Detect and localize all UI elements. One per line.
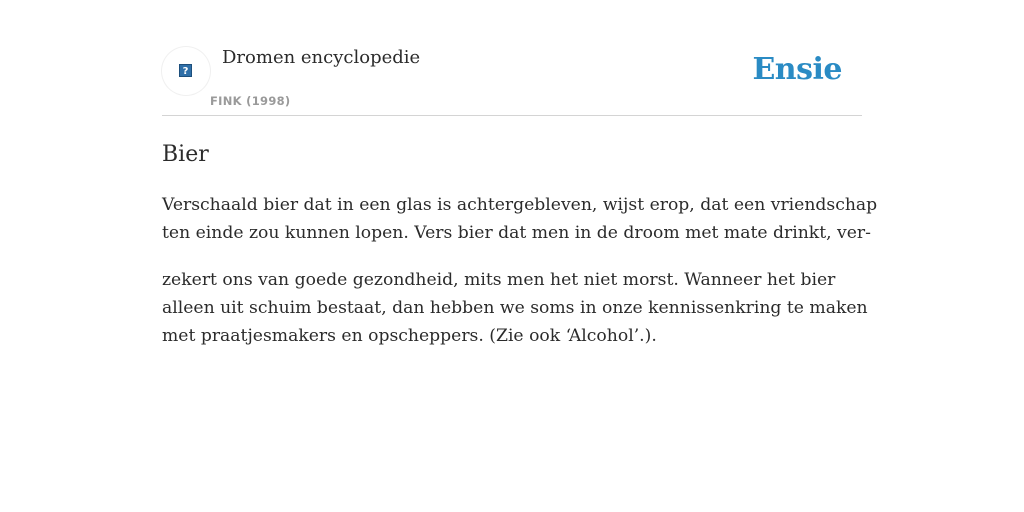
- entry-card: [162, 40, 878, 350]
- book-cover-icon[interactable]: [162, 47, 210, 95]
- paragraph-line: zekert ons van goede gezondheid, mits men het niet morst. Wanneer het bier: [162, 270, 836, 290]
- paragraph-line: Verschaald bier dat in een glas is achtergebleven, wijst erop, dat een vriendschap: [162, 195, 878, 215]
- question-mark-icon: ?: [179, 64, 192, 77]
- book-author-year: FINK (1998): [210, 94, 291, 108]
- entry-header: [162, 40, 862, 116]
- book-title[interactable]: Dromen encyclopedie: [222, 47, 421, 68]
- entry-paragraph: [162, 191, 878, 247]
- paragraph-line: ten einde zou kunnen lopen. Vers bier dat men in de droom met mate drinkt, ver-: [162, 223, 871, 243]
- ensie-logo[interactable]: Ensie: [752, 52, 842, 87]
- entry-paragraph: [162, 266, 868, 350]
- paragraph-line: alleen uit schuim bestaat, dan hebben we soms in onze kennissenkring te maken: [162, 298, 868, 318]
- entry-title: Bier: [162, 142, 209, 167]
- paragraph-line: met praatjesmakers en opscheppers. (Zie ook ‘Alcohol’.).: [162, 326, 657, 346]
